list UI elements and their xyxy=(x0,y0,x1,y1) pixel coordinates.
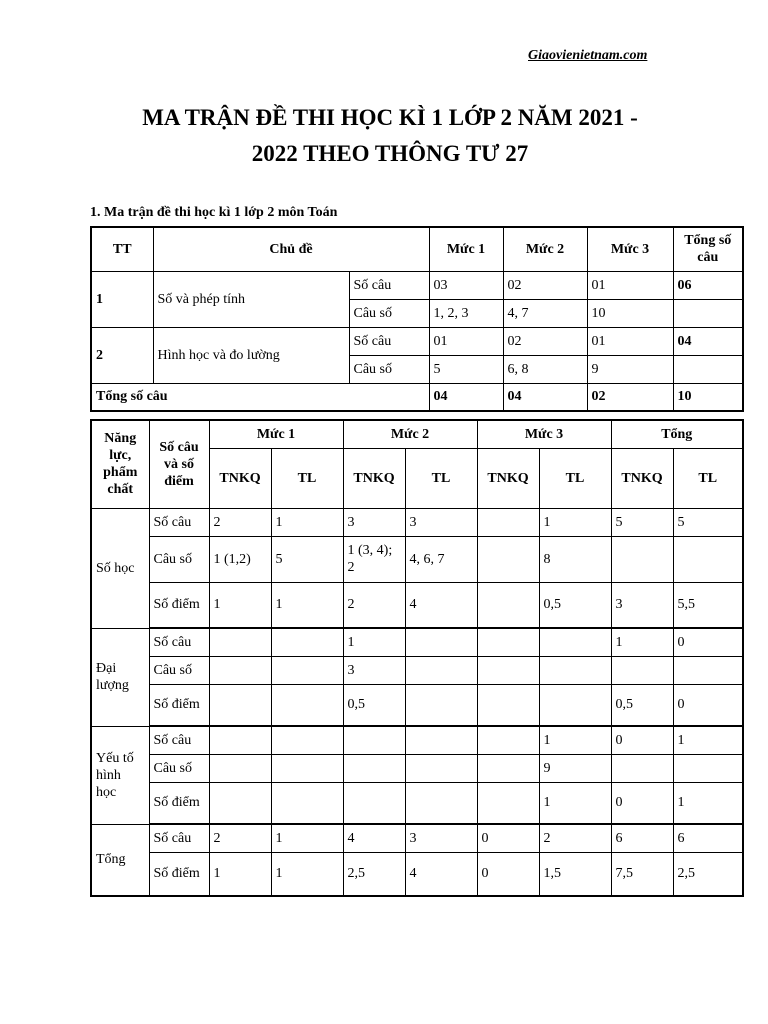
table-cell: 1 xyxy=(673,782,743,824)
table-cell: 03 xyxy=(429,271,503,299)
table-cell xyxy=(477,726,539,754)
table-cell xyxy=(271,684,343,726)
table-cell: 0 xyxy=(477,824,539,852)
table-cell: 0,5 xyxy=(343,684,405,726)
table-cell xyxy=(405,782,477,824)
table-cell: 0,5 xyxy=(611,684,673,726)
table-cell: 4 xyxy=(405,852,477,896)
table-cell: 10 xyxy=(673,383,743,411)
table-cell: 5,5 xyxy=(673,582,743,628)
table-cell xyxy=(539,684,611,726)
table-cell: 1 xyxy=(209,852,271,896)
table-cell: 1 xyxy=(539,726,611,754)
table-cell xyxy=(271,782,343,824)
table-cell: 9 xyxy=(587,355,673,383)
table-cell: 2,5 xyxy=(343,852,405,896)
table-cell xyxy=(343,782,405,824)
table-cell xyxy=(343,754,405,782)
table-cell xyxy=(611,754,673,782)
table-cell: 6, 8 xyxy=(503,355,587,383)
row-label: Câu số xyxy=(349,355,429,383)
table-header-row xyxy=(91,420,743,448)
table-cell: 1 xyxy=(611,628,673,656)
table-cell xyxy=(539,628,611,656)
topic-name: Số và phép tính xyxy=(153,271,349,327)
table-cell: 2,5 xyxy=(673,852,743,896)
title-line-1: MA TRẬN ĐỀ THI HỌC KÌ 1 LỚP 2 NĂM 2021 - xyxy=(142,105,638,130)
header-competency: Năng lực, phẩm chất xyxy=(91,420,149,508)
table-cell: 10 xyxy=(587,299,673,327)
table-cell: 1 (3, 4); 2 xyxy=(343,536,405,582)
title-line-2: 2022 THEO THÔNG TƯ 27 xyxy=(251,141,529,166)
table-cell xyxy=(343,726,405,754)
row-label: Số câu xyxy=(149,824,209,852)
table-cell xyxy=(611,656,673,684)
table-cell: 04 xyxy=(673,327,743,355)
table-cell: 4, 7 xyxy=(503,299,587,327)
table-cell: 1 xyxy=(271,824,343,852)
table-cell xyxy=(209,656,271,684)
header-tt: TT xyxy=(91,227,153,271)
header-tl: TL xyxy=(539,448,611,508)
row-label: Số điểm xyxy=(149,852,209,896)
table-cell: 3 xyxy=(405,824,477,852)
table-body xyxy=(91,508,743,896)
table-cell: 0 xyxy=(611,726,673,754)
table-cell: 6 xyxy=(673,824,743,852)
table-cell: 3 xyxy=(343,508,405,536)
table-cell xyxy=(477,684,539,726)
table-cell: 5 xyxy=(429,355,503,383)
table-row xyxy=(91,327,743,355)
table-row xyxy=(91,536,743,582)
table-cell xyxy=(477,508,539,536)
header-level-1: Mức 1 xyxy=(429,227,503,271)
table-cell: 0 xyxy=(673,628,743,656)
row-label: Câu số xyxy=(149,656,209,684)
header-level-2: Mức 2 xyxy=(343,420,477,448)
table-cell xyxy=(271,656,343,684)
table-cell: 06 xyxy=(673,271,743,299)
header-tl: TL xyxy=(405,448,477,508)
header-tnkq: TNKQ xyxy=(209,448,271,508)
total-label: Tổng số câu xyxy=(91,383,429,411)
table-row xyxy=(91,754,743,782)
row-label: Số câu xyxy=(149,508,209,536)
table-cell: 04 xyxy=(429,383,503,411)
table-cell: 0 xyxy=(477,852,539,896)
table-cell: 5 xyxy=(673,508,743,536)
table-cell: 02 xyxy=(587,383,673,411)
table-cell xyxy=(405,628,477,656)
table-cell xyxy=(673,355,743,383)
table-cell: 1 xyxy=(271,852,343,896)
table-cell: 9 xyxy=(539,754,611,782)
table-row xyxy=(91,852,743,896)
table-cell: 3 xyxy=(405,508,477,536)
table-cell: 1 xyxy=(209,582,271,628)
header-count-score: Số câu và số điểm xyxy=(149,420,209,508)
site-link[interactable]: Giaovienietnam.com xyxy=(528,48,648,63)
table-cell: 2 xyxy=(209,508,271,536)
table-cell xyxy=(673,536,743,582)
row-label: Số điểm xyxy=(149,782,209,824)
document-title xyxy=(60,100,720,172)
header-tl: TL xyxy=(271,448,343,508)
row-label: Số câu xyxy=(149,726,209,754)
table-row xyxy=(91,271,743,299)
table-cell xyxy=(539,656,611,684)
header-tnkq: TNKQ xyxy=(477,448,539,508)
table-cell xyxy=(209,726,271,754)
topic-name: Hình học và đo lường xyxy=(153,327,349,383)
table-cell xyxy=(673,656,743,684)
table-cell xyxy=(271,628,343,656)
table-cell xyxy=(673,299,743,327)
header-tnkq: TNKQ xyxy=(611,448,673,508)
table-cell xyxy=(477,782,539,824)
table-cell: 8 xyxy=(539,536,611,582)
table-cell xyxy=(405,726,477,754)
table-cell xyxy=(477,628,539,656)
header-level-2: Mức 2 xyxy=(503,227,587,271)
table-cell: 2 xyxy=(343,582,405,628)
table-row xyxy=(91,684,743,726)
table-cell: 1 xyxy=(271,508,343,536)
table-cell: 02 xyxy=(503,271,587,299)
row-label: Số câu xyxy=(349,271,429,299)
topic-matrix-table xyxy=(90,226,744,412)
row-number: 1 xyxy=(91,271,153,327)
table-cell: 0,5 xyxy=(539,582,611,628)
header-tl: TL xyxy=(673,448,743,508)
table-cell: 4, 6, 7 xyxy=(405,536,477,582)
table-cell: 1 xyxy=(343,628,405,656)
table-cell: 1 xyxy=(271,582,343,628)
table-cell: 1 (1,2) xyxy=(209,536,271,582)
table-cell: 3 xyxy=(611,582,673,628)
table-cell xyxy=(477,582,539,628)
header-level-3: Mức 3 xyxy=(587,227,673,271)
section-heading: 1. Ma trận đề thi học kì 1 lớp 2 môn Toán xyxy=(90,205,338,220)
table-cell: 02 xyxy=(503,327,587,355)
row-number: 2 xyxy=(91,327,153,383)
row-label: Câu số xyxy=(349,299,429,327)
table-cell xyxy=(405,684,477,726)
competency-matrix-table xyxy=(90,419,744,897)
table-row xyxy=(91,726,743,754)
table-cell: 1 xyxy=(539,508,611,536)
table-cell: 04 xyxy=(503,383,587,411)
table-cell xyxy=(611,536,673,582)
competency-name: Số học xyxy=(91,508,149,628)
table-row xyxy=(91,782,743,824)
row-label: Số câu xyxy=(149,628,209,656)
competency-name: Tổng xyxy=(91,824,149,896)
table-cell: 01 xyxy=(587,271,673,299)
table-header-row xyxy=(91,227,743,271)
table-cell: 5 xyxy=(611,508,673,536)
table-cell xyxy=(209,782,271,824)
table-cell xyxy=(271,754,343,782)
competency-name: Yếu tố hình học xyxy=(91,726,149,824)
table-cell: 2 xyxy=(209,824,271,852)
header-level-3: Mức 3 xyxy=(477,420,611,448)
table-cell: 4 xyxy=(343,824,405,852)
table-row xyxy=(91,582,743,628)
row-label: Số câu xyxy=(349,327,429,355)
table-cell: 0 xyxy=(673,684,743,726)
total-row xyxy=(91,383,743,411)
table-cell: 1,5 xyxy=(539,852,611,896)
table-cell: 1 xyxy=(539,782,611,824)
table-cell xyxy=(405,656,477,684)
table-cell: 2 xyxy=(539,824,611,852)
table-cell xyxy=(477,656,539,684)
header-tnkq: TNKQ xyxy=(343,448,405,508)
table-cell xyxy=(209,628,271,656)
table-cell: 1 xyxy=(673,726,743,754)
header-level-1: Mức 1 xyxy=(209,420,343,448)
table-cell: 3 xyxy=(343,656,405,684)
row-label: Câu số xyxy=(149,754,209,782)
table-cell xyxy=(477,536,539,582)
table-cell xyxy=(209,684,271,726)
table-cell: 01 xyxy=(587,327,673,355)
table-cell xyxy=(405,754,477,782)
row-label: Số điểm xyxy=(149,582,209,628)
table-cell: 7,5 xyxy=(611,852,673,896)
table-cell: 0 xyxy=(611,782,673,824)
table-cell: 4 xyxy=(405,582,477,628)
table-cell: 1, 2, 3 xyxy=(429,299,503,327)
table-row xyxy=(91,508,743,536)
table-row xyxy=(91,824,743,852)
table-row xyxy=(91,656,743,684)
table-cell xyxy=(477,754,539,782)
header-total: Tổng xyxy=(611,420,743,448)
table-cell: 6 xyxy=(611,824,673,852)
competency-name: Đại lượng xyxy=(91,628,149,726)
table-cell: 01 xyxy=(429,327,503,355)
table-cell xyxy=(271,726,343,754)
table-cell xyxy=(673,754,743,782)
row-label: Câu số xyxy=(149,536,209,582)
table-row xyxy=(91,628,743,656)
header-topic: Chủ đề xyxy=(153,227,429,271)
row-label: Số điểm xyxy=(149,684,209,726)
header-total: Tổng số câu xyxy=(673,227,743,271)
table-cell xyxy=(209,754,271,782)
table-cell: 5 xyxy=(271,536,343,582)
